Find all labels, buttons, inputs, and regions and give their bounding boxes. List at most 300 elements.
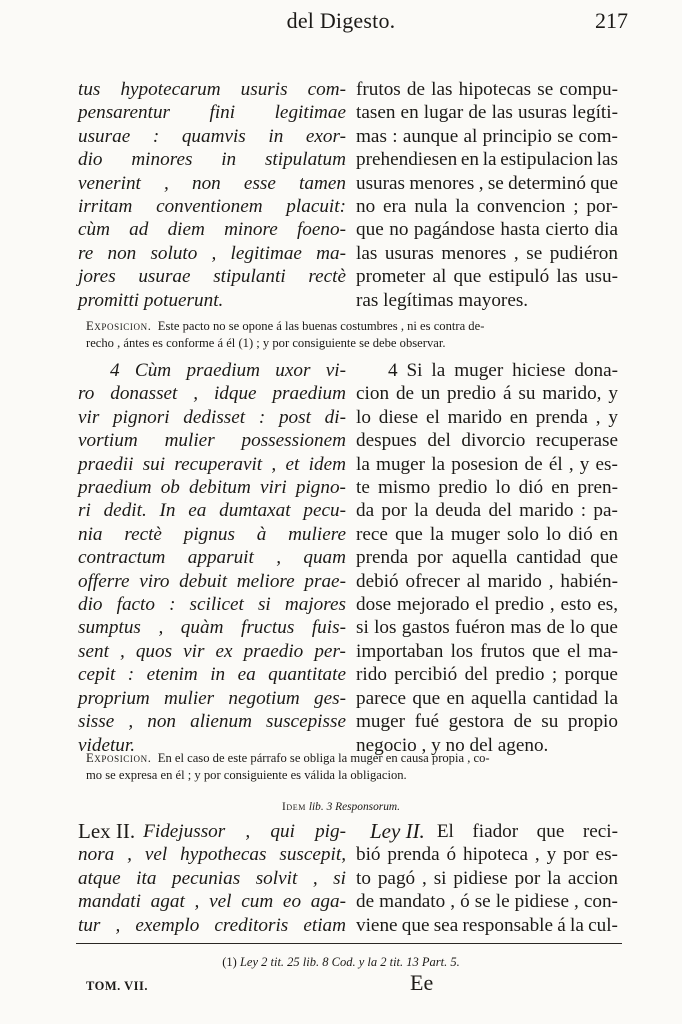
- word: él: [548, 453, 563, 475]
- word: usurae: [138, 266, 191, 288]
- word: las: [556, 266, 578, 288]
- word: bió: [356, 844, 381, 866]
- word: y: [579, 453, 590, 475]
- word: esse: [243, 172, 276, 194]
- word: atque: [78, 867, 121, 889]
- text-line: [78, 429, 346, 452]
- word: creditoris: [214, 914, 289, 936]
- word: cul-: [588, 914, 618, 936]
- word: cantidad: [532, 687, 598, 709]
- word: que: [453, 266, 482, 288]
- word: de: [513, 711, 532, 733]
- word: habién-: [560, 570, 618, 592]
- word: se: [474, 891, 491, 913]
- text-line: [78, 914, 346, 937]
- word: solvit: [255, 867, 298, 889]
- word: si: [257, 594, 271, 616]
- word: legíti-: [572, 102, 618, 124]
- word: determinó: [508, 172, 586, 194]
- word: en: [400, 102, 419, 124]
- word: com-: [307, 79, 346, 100]
- text-line: [356, 453, 618, 476]
- word: los: [450, 640, 473, 662]
- word: :: [580, 500, 587, 522]
- word: compu-: [559, 79, 618, 100]
- word: á: [502, 383, 512, 405]
- word: la: [431, 453, 446, 475]
- word: ,: [312, 867, 318, 889]
- text-line: [78, 710, 346, 733]
- word: post: [278, 406, 311, 428]
- word: en: [599, 523, 618, 545]
- signature-mark: Ee: [410, 970, 434, 995]
- word: ges-: [314, 687, 346, 709]
- word: gestora: [448, 711, 505, 733]
- word: mandati: [78, 891, 141, 913]
- word: fuéron: [455, 617, 506, 639]
- word: Fidejussor: [143, 821, 226, 842]
- word: El: [436, 821, 454, 842]
- word: nora: [78, 844, 115, 866]
- text-line: [356, 218, 618, 241]
- word: por: [514, 867, 541, 889]
- word: cierto: [545, 219, 590, 241]
- word: ex: [215, 640, 233, 662]
- word: dio: [78, 149, 103, 171]
- text-line: [78, 476, 346, 499]
- text-line: [78, 148, 346, 171]
- word: predio: [495, 664, 545, 686]
- text-line: [356, 429, 618, 452]
- word: venerint: [78, 172, 141, 194]
- text-line: [356, 546, 618, 569]
- word: deuda: [435, 500, 482, 522]
- word: etiam: [303, 914, 346, 936]
- word: las: [356, 242, 378, 264]
- word: :: [392, 125, 398, 147]
- text-line: [78, 640, 346, 663]
- word: los: [374, 617, 397, 639]
- word: pa-: [593, 500, 618, 522]
- word: pudiéron: [549, 242, 618, 264]
- word: contractum: [78, 547, 166, 569]
- word: fué: [414, 711, 440, 733]
- word: pig-: [315, 821, 346, 842]
- text-line: ras legítimas mayores.: [356, 289, 529, 311]
- word: fiador: [472, 821, 519, 842]
- word: la: [429, 523, 444, 545]
- word: al: [463, 125, 478, 147]
- text-line: [78, 172, 346, 195]
- word: legitimae: [274, 102, 346, 124]
- word: dio: [78, 594, 103, 616]
- word: despues: [356, 430, 417, 452]
- text-line: [356, 890, 618, 913]
- word: pren-: [577, 477, 618, 499]
- word: pignori: [113, 406, 170, 428]
- word: :: [152, 125, 160, 147]
- text-line: [356, 843, 618, 866]
- word: predio: [494, 594, 545, 616]
- word: ,: [568, 453, 574, 475]
- text-line: [78, 125, 346, 148]
- word: la: [604, 687, 618, 709]
- word: ro: [78, 383, 95, 405]
- word: las: [596, 149, 618, 171]
- word: ,: [211, 242, 217, 264]
- text-line: [78, 78, 346, 101]
- word: quantitate: [268, 664, 346, 686]
- word: ,: [271, 453, 277, 475]
- word: un: [420, 383, 441, 405]
- word: que: [536, 821, 565, 842]
- word: In: [159, 500, 176, 522]
- word: marido,: [542, 383, 602, 405]
- source-subheading: [0, 801, 682, 813]
- word: ad: [129, 219, 149, 241]
- word: lo: [495, 477, 511, 499]
- word: frutos: [480, 640, 525, 662]
- word: donasset: [110, 383, 178, 405]
- word: se: [526, 242, 543, 264]
- word: legitimae: [230, 242, 302, 264]
- word: no: [356, 196, 376, 218]
- latin-column-lex-ii: [78, 820, 346, 937]
- word: cùm: [78, 219, 110, 241]
- word: ó: [446, 844, 457, 866]
- word: frutos: [356, 79, 401, 100]
- word: vi-: [325, 360, 346, 381]
- word: quamvis: [181, 125, 246, 147]
- word: la: [356, 453, 370, 475]
- word: tur: [78, 914, 101, 936]
- word: quos: [135, 640, 173, 662]
- text-line: [78, 616, 346, 639]
- word: di-: [324, 406, 346, 428]
- word: menores: [409, 172, 475, 194]
- exposition-line: Exposicion. En el caso de este párrafo se obliga la muger en causa propia , co-: [86, 751, 490, 765]
- word: non: [147, 711, 177, 733]
- text-line: [356, 570, 618, 593]
- word: :: [258, 406, 266, 428]
- word: minores: [131, 149, 193, 171]
- word: pidiese: [514, 891, 569, 913]
- word: divorcio: [461, 430, 526, 452]
- line-text: [143, 820, 346, 843]
- word: ,: [245, 821, 251, 842]
- word: meliore: [236, 570, 295, 592]
- word: te: [356, 477, 370, 499]
- word: dia: [594, 219, 618, 241]
- word: offerre: [78, 570, 130, 592]
- word: principio: [482, 125, 552, 147]
- word: hypotecarum: [120, 79, 221, 100]
- word: viro: [139, 570, 170, 592]
- word: prae-: [304, 570, 346, 592]
- word: porque: [564, 664, 618, 686]
- word: cepit: [78, 664, 116, 686]
- word: las: [431, 79, 453, 100]
- word: que: [412, 687, 441, 709]
- word: ea: [237, 664, 256, 686]
- word: recuperase: [535, 430, 618, 452]
- word: eo: [282, 891, 302, 913]
- word: dió: [568, 523, 593, 545]
- word: diem: [167, 219, 205, 241]
- word: mas: [510, 617, 542, 639]
- word: es,: [597, 594, 618, 616]
- word: pecunias: [171, 867, 241, 889]
- exposition-note-2: [86, 750, 622, 784]
- word: marido: [487, 570, 542, 592]
- word: si: [433, 867, 447, 889]
- word: idem: [308, 453, 346, 475]
- exposition-line: mo se expresa en él ; y por consiguiente es válida la obligacion.: [86, 768, 407, 782]
- word: de: [356, 891, 375, 913]
- word: que: [395, 523, 423, 545]
- word: rectè: [124, 523, 162, 545]
- word: esto: [560, 594, 592, 616]
- word: alienum: [190, 711, 252, 733]
- word: era: [383, 196, 407, 218]
- text-line: [78, 382, 346, 405]
- text-line: [78, 687, 346, 710]
- footnote-marker: (1): [222, 955, 237, 969]
- text-line: [78, 867, 346, 890]
- word: majores: [284, 594, 346, 616]
- text-line: [356, 148, 618, 171]
- word: prenda: [535, 406, 588, 428]
- word: hipoteca: [463, 844, 529, 866]
- word: placuit:: [286, 196, 346, 218]
- word: se: [487, 172, 504, 194]
- word: ;: [573, 196, 579, 218]
- text-line: [78, 593, 346, 616]
- word: predio: [447, 383, 497, 405]
- word: rectè: [308, 266, 346, 288]
- word: sent: [78, 640, 109, 662]
- word: proprium: [78, 687, 150, 709]
- word: hasta: [500, 219, 540, 241]
- word: sea: [433, 914, 459, 936]
- footnote: [0, 955, 682, 970]
- word: irritam: [78, 196, 133, 218]
- word: el: [475, 594, 490, 616]
- word: ,: [595, 406, 601, 428]
- word: lo: [356, 406, 371, 428]
- word: possessionem: [241, 430, 346, 452]
- word: prenda: [356, 547, 409, 569]
- word: ,: [128, 711, 134, 733]
- word: por: [563, 844, 589, 866]
- text-line: [356, 406, 618, 429]
- exposition-label: Exposicion.: [86, 319, 152, 333]
- word: ,: [164, 172, 169, 194]
- word: que: [590, 547, 618, 569]
- text-line: [356, 640, 618, 663]
- word: convencion: [476, 196, 566, 218]
- word: al: [466, 570, 481, 592]
- word: marido: [447, 406, 502, 428]
- word: mismo: [377, 477, 431, 499]
- text-line: [78, 570, 346, 593]
- word: pecu-: [303, 500, 346, 522]
- text-line: [356, 78, 618, 101]
- word: dió: [518, 477, 544, 499]
- word: vir: [183, 640, 205, 662]
- word: fini: [209, 102, 236, 124]
- word: soluto: [150, 242, 198, 264]
- word: Si: [406, 360, 423, 381]
- word: pignus: [183, 523, 235, 545]
- word: el: [567, 640, 581, 662]
- word: vir: [78, 406, 100, 428]
- word: ,: [549, 594, 555, 616]
- word: muger: [356, 711, 406, 733]
- word: recuperavit: [174, 453, 263, 475]
- word: ,: [127, 844, 132, 866]
- word: pensarentur: [78, 102, 171, 124]
- word: usuras: [356, 172, 406, 194]
- word: debuit: [179, 570, 228, 592]
- word: ob: [160, 477, 180, 499]
- word: ofrecer: [405, 570, 460, 592]
- text-line: [356, 523, 618, 546]
- word: hypothecas: [180, 844, 267, 866]
- word: scilicet: [189, 594, 244, 616]
- word: non: [191, 172, 221, 194]
- word: la: [482, 149, 497, 171]
- word: in: [268, 125, 284, 147]
- word: si: [356, 617, 369, 639]
- word: aquella: [470, 687, 527, 709]
- word: no: [389, 219, 409, 241]
- word: nia: [78, 523, 103, 545]
- word: sumptus: [78, 617, 141, 639]
- word: pagó: [377, 867, 416, 889]
- word: tasen: [356, 102, 396, 124]
- word: 4: [388, 360, 398, 381]
- word: dumtaxat: [219, 500, 291, 522]
- word: debió: [356, 570, 399, 592]
- word: pidiese: [453, 867, 508, 889]
- word: ,: [478, 172, 484, 194]
- word: in: [221, 149, 237, 171]
- word: la: [455, 196, 470, 218]
- word: per-: [314, 640, 346, 662]
- word: responsable: [462, 914, 554, 936]
- text-line: [78, 265, 346, 288]
- word: mulier: [164, 687, 215, 709]
- word: con-: [583, 891, 618, 913]
- word: dona-: [574, 360, 618, 381]
- word: en: [446, 687, 465, 709]
- word: la: [547, 867, 561, 889]
- word: de: [546, 617, 565, 639]
- word: de: [406, 79, 426, 100]
- word: y: [608, 406, 618, 428]
- word: tamen: [299, 172, 346, 194]
- word: suscepit,: [279, 844, 346, 866]
- word: tus: [78, 79, 101, 100]
- word: que: [532, 640, 560, 662]
- running-title: del Digesto.: [286, 8, 396, 33]
- word: non: [107, 242, 137, 264]
- text-line: [356, 710, 618, 733]
- word: dedisset: [183, 406, 246, 428]
- word: praedium: [272, 383, 346, 405]
- word: de: [468, 102, 487, 124]
- word: stipulatum: [264, 149, 346, 171]
- law-heading: Ley II.: [370, 819, 425, 843]
- word: y: [546, 844, 557, 866]
- volume-label: TOM. VII.: [86, 979, 149, 993]
- source-author: Idem: [282, 801, 306, 813]
- word: usuras: [518, 102, 568, 124]
- word: vel: [209, 891, 232, 913]
- word: estipulacion: [500, 149, 593, 171]
- word: praedium: [78, 477, 152, 499]
- word: predio: [438, 477, 488, 499]
- word: pagándose: [413, 219, 495, 241]
- text-line: [78, 546, 346, 569]
- word: por: [381, 500, 407, 522]
- word: conventionem: [156, 196, 263, 218]
- text-line: [78, 663, 346, 686]
- word: gastos: [401, 617, 450, 639]
- word: en: [460, 149, 480, 171]
- word: la: [414, 500, 429, 522]
- word: ;: [551, 664, 558, 686]
- text-line: [356, 914, 618, 937]
- word: accion: [567, 867, 618, 889]
- word: el: [425, 406, 440, 428]
- law-heading: Lex II.: [78, 819, 136, 843]
- word: ó: [460, 891, 470, 913]
- text-line: [78, 101, 346, 124]
- word: suscepisse: [266, 711, 346, 733]
- word: la: [570, 914, 584, 936]
- text-line: [356, 476, 618, 499]
- word: dose: [356, 594, 392, 616]
- word: del: [488, 500, 512, 522]
- word: exemplo: [135, 914, 200, 936]
- text-line: [78, 359, 346, 382]
- latin-column-paragraph-4: [78, 359, 346, 757]
- word: ita: [136, 867, 157, 889]
- word: su: [541, 711, 559, 733]
- word: se: [537, 79, 554, 100]
- text-line: [356, 616, 618, 639]
- word: fuis-: [311, 617, 346, 639]
- word: vel: [144, 844, 168, 866]
- text-line: [78, 406, 346, 429]
- word: in: [210, 664, 226, 686]
- word: propio: [567, 711, 618, 733]
- word: por-: [586, 196, 618, 218]
- text-line: negocio , y no del ageno.: [356, 734, 549, 756]
- word: exor-: [305, 125, 346, 147]
- word: hipotecas: [458, 79, 532, 100]
- word: pigno-: [295, 477, 346, 499]
- word: parece: [356, 687, 407, 709]
- word: viene: [356, 914, 398, 936]
- word: cantidad: [516, 547, 582, 569]
- text-line: promitti potuerunt.: [78, 289, 224, 311]
- word: posesion: [451, 453, 519, 475]
- word: et: [285, 453, 300, 475]
- page-number: 217: [595, 8, 628, 33]
